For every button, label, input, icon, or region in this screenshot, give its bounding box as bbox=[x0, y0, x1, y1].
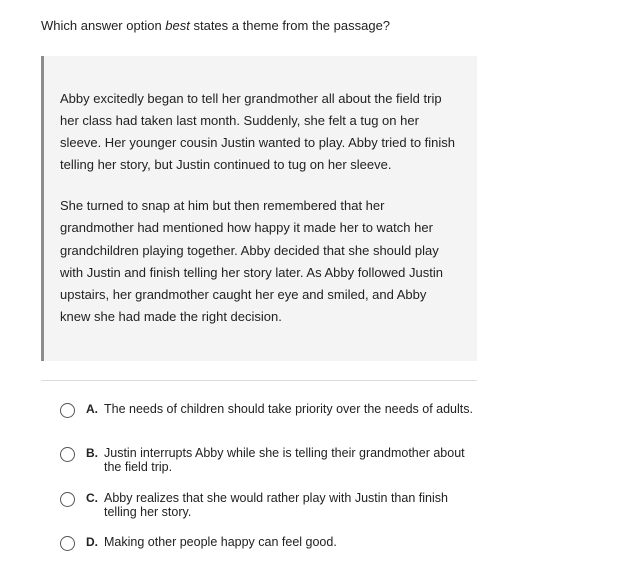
radio-button-d[interactable] bbox=[60, 536, 75, 551]
divider bbox=[41, 380, 477, 381]
radio-button-b[interactable] bbox=[60, 447, 75, 462]
option-text-d: Making other people happy can feel good. bbox=[104, 535, 337, 549]
passage-paragraph-1: Abby excitedly began to tell her grandmother all about the field trip her class had taken last month. Suddenly, she felt a tug on her sleeve. Her younger cousin Justin wanted to play. Abby tried to finish telling her story, but Justin continued to tug on her sleeve. bbox=[60, 91, 456, 173]
option-b[interactable] bbox=[60, 445, 480, 474]
question-prompt bbox=[41, 17, 390, 34]
option-letter-c: C. bbox=[86, 491, 98, 505]
passage-box bbox=[41, 56, 477, 361]
option-text-b: Justin interrupts Abby while she is telling their grandmother about the field trip. bbox=[104, 446, 465, 474]
question-suffix: states a theme from the passage? bbox=[189, 18, 391, 33]
radio-button-a[interactable] bbox=[60, 403, 75, 418]
option-d[interactable] bbox=[60, 534, 337, 551]
question-prefix: Which answer option bbox=[41, 18, 166, 33]
option-text-a: The needs of children should take priority over the needs of adults. bbox=[104, 402, 473, 416]
option-c[interactable] bbox=[60, 490, 480, 519]
option-text-c: Abby realizes that she would rather play with Justin than finish telling her story. bbox=[104, 491, 448, 519]
radio-button-c[interactable] bbox=[60, 492, 75, 507]
option-letter-b: B. bbox=[86, 446, 98, 460]
passage-paragraph-2: She turned to snap at him but then remembered that her grandmother had mentioned how happy it made her to watch her grandchildren playing together. Abby decided that she should play with Justin and finish telling her story later. As Abby followed Justin upstairs, her grandmother caught her eye and smiled, and Abby knew she had made the right decision. bbox=[60, 198, 443, 324]
option-letter-a: A. bbox=[86, 402, 98, 416]
question-emphasis: best bbox=[165, 18, 190, 33]
option-letter-d: D. bbox=[86, 535, 98, 549]
option-a[interactable] bbox=[60, 401, 473, 418]
